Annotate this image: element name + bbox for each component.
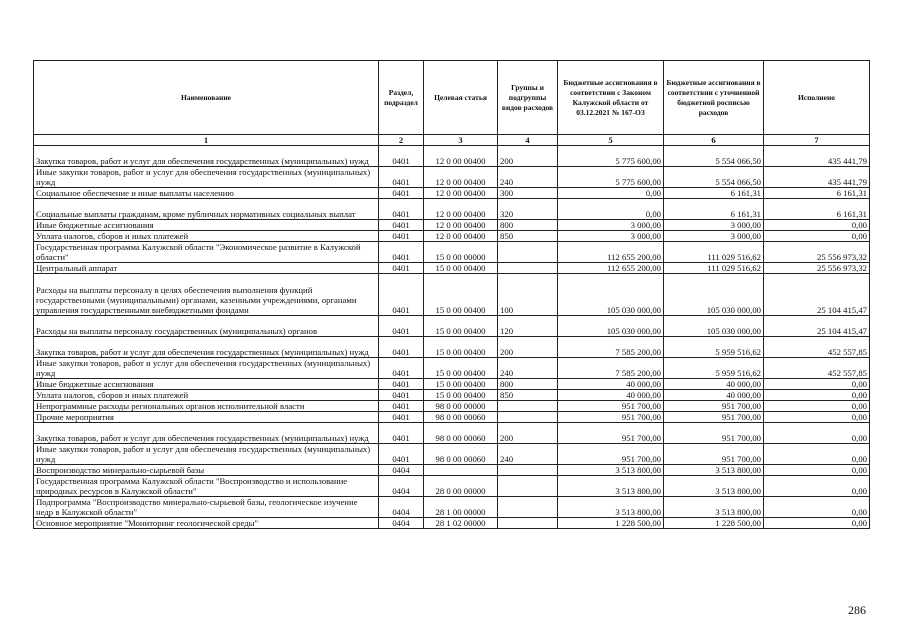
executed-cell: 452 557,85 — [764, 358, 870, 379]
target-article-cell: 28 1 00 00000 — [424, 497, 498, 518]
row-name-cell: Иные закупки товаров, работ и услуг для обеспечения государственных (муниципальных) нужд — [34, 167, 379, 188]
row-name-cell: Уплата налогов, сборов и иных платежей — [34, 390, 379, 401]
section-cell: 0401 — [379, 242, 424, 263]
table-row — [34, 358, 870, 379]
law-allocation-cell: 5 775 600,00 — [558, 167, 664, 188]
table-row — [34, 518, 870, 529]
row-name-cell: Государственная программа Калужской области "Воспроизводство и использование природных ресурсов в Калужской области" — [34, 476, 379, 497]
section-cell: 0401 — [379, 358, 424, 379]
row-name-cell: Прочие мероприятия — [34, 412, 379, 423]
executed-cell: 6 161,31 — [764, 199, 870, 220]
expense-group-cell: 240 — [498, 444, 558, 465]
section-cell: 0401 — [379, 146, 424, 167]
column-number: 4 — [498, 135, 558, 146]
law-allocation-cell: 951 700,00 — [558, 423, 664, 444]
law-allocation-cell: 40 000,00 — [558, 379, 664, 390]
executed-cell: 435 441,79 — [764, 146, 870, 167]
table-header-row — [34, 61, 870, 135]
section-cell: 0401 — [379, 423, 424, 444]
revised-allocation-cell: 3 000,00 — [664, 220, 764, 231]
table-row — [34, 497, 870, 518]
table-row — [34, 231, 870, 242]
target-article-cell: 12 0 00 00400 — [424, 188, 498, 199]
target-article-cell: 12 0 00 00400 — [424, 146, 498, 167]
law-allocation-cell: 0,00 — [558, 188, 664, 199]
header-revised-allocation: Бюджетные ассигнования в соответствии с уточненной бюджетной росписью расходов — [664, 61, 764, 135]
row-name-cell: Подпрограмма "Воспроизводство минерально-сырьевой базы, геологическое изучение недр в Калужской области" — [34, 497, 379, 518]
table-row — [34, 423, 870, 444]
section-cell: 0401 — [379, 444, 424, 465]
section-cell: 0401 — [379, 167, 424, 188]
law-allocation-cell: 3 513 800,00 — [558, 465, 664, 476]
table-row — [34, 316, 870, 337]
table-body — [34, 146, 870, 529]
table-row — [34, 465, 870, 476]
section-cell: 0401 — [379, 188, 424, 199]
table-row — [34, 242, 870, 263]
section-cell: 0401 — [379, 231, 424, 242]
target-article-cell: 15 0 00 00400 — [424, 263, 498, 274]
expense-group-cell: 200 — [498, 337, 558, 358]
revised-allocation-cell: 951 700,00 — [664, 444, 764, 465]
target-article-cell: 12 0 00 00400 — [424, 220, 498, 231]
table-row — [34, 476, 870, 497]
table-row — [34, 220, 870, 231]
revised-allocation-cell: 111 029 516,62 — [664, 263, 764, 274]
page-number: 286 — [848, 603, 866, 617]
expense-group-cell: 800 — [498, 220, 558, 231]
law-allocation-cell: 3 000,00 — [558, 231, 664, 242]
expense-group-cell: 100 — [498, 274, 558, 316]
revised-allocation-cell: 6 161,31 — [664, 188, 764, 199]
expense-group-cell: 850 — [498, 390, 558, 401]
law-allocation-cell: 5 775 600,00 — [558, 146, 664, 167]
row-name-cell: Расходы на выплаты персоналу в целях обеспечения выполнения функций государственными (муниципальными) органами, казенными учреждениями, органами управления государственными внебюджетными фондами — [34, 274, 379, 316]
target-article-cell: 98 0 00 00000 — [424, 401, 498, 412]
column-number: 5 — [558, 135, 664, 146]
expense-group-cell — [498, 263, 558, 274]
column-number: 1 — [34, 135, 379, 146]
target-article-cell: 15 0 00 00400 — [424, 379, 498, 390]
table-row — [34, 379, 870, 390]
row-name-cell: Расходы на выплаты персоналу государственных (муниципальных) органов — [34, 316, 379, 337]
law-allocation-cell: 3 513 800,00 — [558, 476, 664, 497]
revised-allocation-cell: 3 000,00 — [664, 231, 764, 242]
expense-group-cell — [498, 412, 558, 423]
row-name-cell: Иные бюджетные ассигнования — [34, 220, 379, 231]
table-row — [34, 444, 870, 465]
section-cell: 0401 — [379, 274, 424, 316]
executed-cell: 0,00 — [764, 444, 870, 465]
target-article-cell: 15 0 00 00400 — [424, 390, 498, 401]
expense-group-cell — [498, 497, 558, 518]
expense-group-cell: 240 — [498, 167, 558, 188]
target-article-cell: 15 0 00 00400 — [424, 358, 498, 379]
column-number-row — [34, 135, 870, 146]
row-name-cell: Уплата налогов, сборов и иных платежей — [34, 231, 379, 242]
revised-allocation-cell: 3 513 800,00 — [664, 497, 764, 518]
target-article-cell: 12 0 00 00400 — [424, 167, 498, 188]
target-article-cell: 98 0 00 00060 — [424, 423, 498, 444]
row-name-cell: Закупка товаров, работ и услуг для обеспечения государственных (муниципальных) нужд — [34, 146, 379, 167]
row-name-cell: Иные бюджетные ассигнования — [34, 379, 379, 390]
table-row — [34, 199, 870, 220]
executed-cell: 25 556 973,32 — [764, 242, 870, 263]
revised-allocation-cell: 111 029 516,62 — [664, 242, 764, 263]
row-name-cell: Социальное обеспечение и иные выплаты населению — [34, 188, 379, 199]
table-row — [34, 337, 870, 358]
section-cell: 0401 — [379, 379, 424, 390]
law-allocation-cell: 951 700,00 — [558, 401, 664, 412]
column-number: 2 — [379, 135, 424, 146]
expense-group-cell: 320 — [498, 199, 558, 220]
target-article-cell: 98 0 00 00060 — [424, 412, 498, 423]
table-row — [34, 390, 870, 401]
table-row — [34, 146, 870, 167]
executed-cell: 0,00 — [764, 220, 870, 231]
executed-cell: 25 104 415,47 — [764, 316, 870, 337]
law-allocation-cell: 112 655 200,00 — [558, 242, 664, 263]
table-row — [34, 188, 870, 199]
section-cell: 0401 — [379, 316, 424, 337]
law-allocation-cell: 3 513 800,00 — [558, 497, 664, 518]
target-article-cell: 12 0 00 00400 — [424, 199, 498, 220]
executed-cell: 0,00 — [764, 497, 870, 518]
executed-cell: 25 556 973,32 — [764, 263, 870, 274]
expense-group-cell: 240 — [498, 358, 558, 379]
expense-group-cell — [498, 465, 558, 476]
row-name-cell: Государственная программа Калужской области "Экономическое развитие в Калужской области" — [34, 242, 379, 263]
expense-group-cell: 800 — [498, 379, 558, 390]
section-cell: 0404 — [379, 476, 424, 497]
law-allocation-cell: 7 585 200,00 — [558, 337, 664, 358]
section-cell: 0401 — [379, 412, 424, 423]
row-name-cell: Воспроизводство минерально-сырьевой базы — [34, 465, 379, 476]
revised-allocation-cell: 3 513 800,00 — [664, 476, 764, 497]
revised-allocation-cell: 40 000,00 — [664, 390, 764, 401]
column-number: 3 — [424, 135, 498, 146]
executed-cell: 435 441,79 — [764, 167, 870, 188]
row-name-cell: Непрограммные расходы региональных органов исполнительной власти — [34, 401, 379, 412]
table-row — [34, 401, 870, 412]
revised-allocation-cell: 951 700,00 — [664, 401, 764, 412]
section-cell: 0404 — [379, 518, 424, 529]
revised-allocation-cell: 5 554 066,50 — [664, 146, 764, 167]
executed-cell: 0,00 — [764, 518, 870, 529]
law-allocation-cell: 7 585 200,00 — [558, 358, 664, 379]
target-article-cell: 12 0 00 00400 — [424, 231, 498, 242]
section-cell: 0401 — [379, 401, 424, 412]
executed-cell: 0,00 — [764, 379, 870, 390]
row-name-cell: Основное мероприятие "Мониторинг геологической среды" — [34, 518, 379, 529]
section-cell: 0401 — [379, 390, 424, 401]
header-name: Наименование — [34, 61, 379, 135]
column-number: 6 — [664, 135, 764, 146]
law-allocation-cell: 3 000,00 — [558, 220, 664, 231]
row-name-cell: Закупка товаров, работ и услуг для обеспечения государственных (муниципальных) нужд — [34, 337, 379, 358]
expense-group-cell: 120 — [498, 316, 558, 337]
law-allocation-cell: 951 700,00 — [558, 412, 664, 423]
revised-allocation-cell: 5 959 516,62 — [664, 337, 764, 358]
law-allocation-cell: 951 700,00 — [558, 444, 664, 465]
executed-cell: 25 104 415,47 — [764, 274, 870, 316]
law-allocation-cell: 105 030 000,00 — [558, 316, 664, 337]
expense-group-cell: 200 — [498, 423, 558, 444]
section-cell: 0401 — [379, 263, 424, 274]
target-article-cell: 15 0 00 00000 — [424, 242, 498, 263]
executed-cell: 0,00 — [764, 476, 870, 497]
executed-cell: 0,00 — [764, 412, 870, 423]
target-article-cell: 15 0 00 00400 — [424, 316, 498, 337]
revised-allocation-cell: 3 513 800,00 — [664, 465, 764, 476]
header-section: Раздел, подраздел — [379, 61, 424, 135]
revised-allocation-cell: 5 554 066,50 — [664, 167, 764, 188]
row-name-cell: Иные закупки товаров, работ и услуг для обеспечения государственных (муниципальных) нужд — [34, 358, 379, 379]
section-cell: 0404 — [379, 465, 424, 476]
executed-cell: 6 161,31 — [764, 188, 870, 199]
target-article-cell — [424, 465, 498, 476]
expense-group-cell — [498, 476, 558, 497]
executed-cell: 0,00 — [764, 390, 870, 401]
law-allocation-cell: 105 030 000,00 — [558, 274, 664, 316]
expense-group-cell — [498, 518, 558, 529]
expense-group-cell: 200 — [498, 146, 558, 167]
executed-cell: 0,00 — [764, 231, 870, 242]
revised-allocation-cell: 40 000,00 — [664, 379, 764, 390]
revised-allocation-cell: 6 161,31 — [664, 199, 764, 220]
expense-group-cell — [498, 401, 558, 412]
executed-cell: 0,00 — [764, 465, 870, 476]
expense-group-cell: 300 — [498, 188, 558, 199]
row-name-cell: Закупка товаров, работ и услуг для обеспечения государственных (муниципальных) нужд — [34, 423, 379, 444]
section-cell: 0401 — [379, 337, 424, 358]
law-allocation-cell: 40 000,00 — [558, 390, 664, 401]
header-executed: Исполнено — [764, 61, 870, 135]
header-expense-group: Группы и подгруппы видов расходов — [498, 61, 558, 135]
table-row — [34, 412, 870, 423]
header-target-article: Целевая статья — [424, 61, 498, 135]
law-allocation-cell: 112 655 200,00 — [558, 263, 664, 274]
section-cell: 0401 — [379, 220, 424, 231]
revised-allocation-cell: 105 030 000,00 — [664, 274, 764, 316]
revised-allocation-cell: 951 700,00 — [664, 423, 764, 444]
revised-allocation-cell: 105 030 000,00 — [664, 316, 764, 337]
row-name-cell: Социальные выплаты гражданам, кроме публичных нормативных социальных выплат — [34, 199, 379, 220]
column-number: 7 — [764, 135, 870, 146]
row-name-cell: Иные закупки товаров, работ и услуг для обеспечения государственных (муниципальных) нужд — [34, 444, 379, 465]
revised-allocation-cell: 5 959 516,62 — [664, 358, 764, 379]
target-article-cell: 15 0 00 00400 — [424, 337, 498, 358]
law-allocation-cell: 1 228 500,00 — [558, 518, 664, 529]
executed-cell: 0,00 — [764, 423, 870, 444]
executed-cell: 0,00 — [764, 401, 870, 412]
header-law-allocation: Бюджетные ассигнования в соответствии с Законом Калужской области от 03.12.2021 № 167-ОЗ — [558, 61, 664, 135]
revised-allocation-cell: 1 228 500,00 — [664, 518, 764, 529]
section-cell: 0401 — [379, 199, 424, 220]
target-article-cell: 98 0 00 00060 — [424, 444, 498, 465]
expense-group-cell: 850 — [498, 231, 558, 242]
table-row — [34, 167, 870, 188]
expense-group-cell — [498, 242, 558, 263]
row-name-cell: Центральный аппарат — [34, 263, 379, 274]
section-cell: 0404 — [379, 497, 424, 518]
law-allocation-cell: 0,00 — [558, 199, 664, 220]
target-article-cell: 28 1 02 00000 — [424, 518, 498, 529]
target-article-cell: 28 0 00 00000 — [424, 476, 498, 497]
target-article-cell: 15 0 00 00400 — [424, 274, 498, 316]
table-row — [34, 274, 870, 316]
revised-allocation-cell: 951 700,00 — [664, 412, 764, 423]
table-row — [34, 263, 870, 274]
executed-cell: 452 557,85 — [764, 337, 870, 358]
budget-table — [33, 60, 870, 529]
